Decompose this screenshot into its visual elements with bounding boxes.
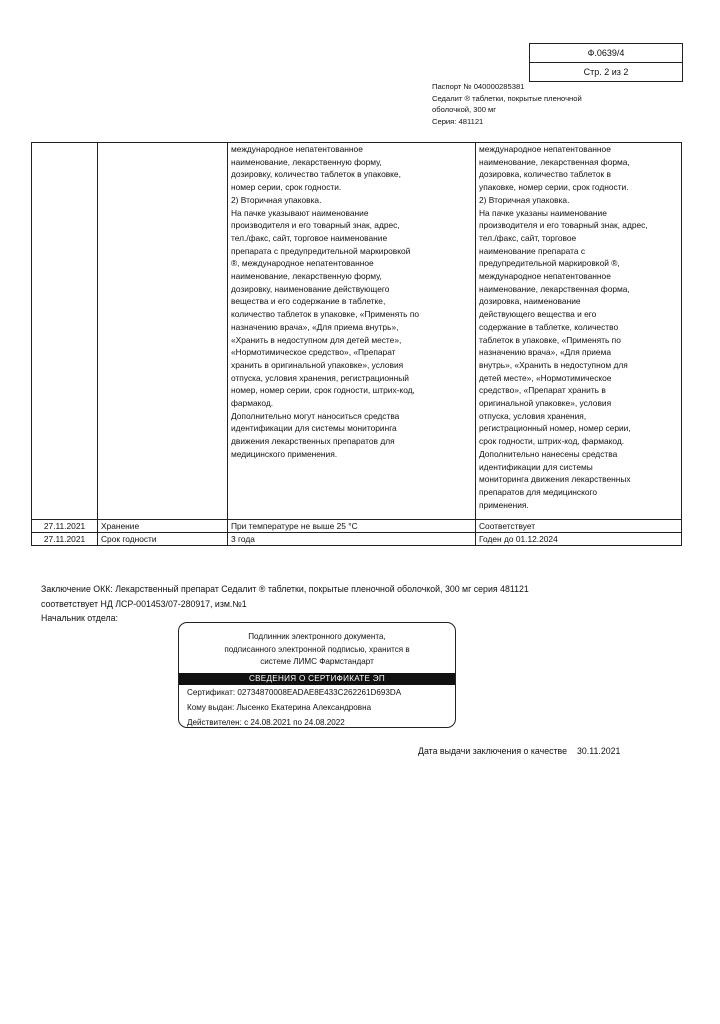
result-text-line: регистрационный номер, номер серии, (479, 423, 631, 434)
result-text-line: срок годности, штрих-код, фармакод. (479, 436, 625, 447)
date-cell: 27.11.2021 (32, 520, 98, 533)
result-text-line: средство», «Препарат хранить в (479, 385, 606, 396)
result-text-line: наименование препарата с (479, 245, 586, 256)
conclusion-line-2: соответствует НД ЛСР-001453/07-280917, изм.№1 (41, 598, 247, 609)
stamp-line-1: Подлинник электронного документа, (248, 632, 386, 641)
requirement-cell (228, 143, 476, 520)
table-row (32, 520, 682, 533)
requirement-text-line: номер, номер серии, срок годности, штрих-код, (231, 385, 415, 396)
result-text-line: международное непатентованное (479, 271, 611, 282)
certificate-owner: Кому выдан: Лысенко Екатерина Александровна (187, 702, 372, 712)
passport-number: Паспорт № 040000285381 (432, 82, 525, 91)
requirement-text-line: отпуска, условия хранения, регистрационный (231, 372, 409, 383)
requirement-text-line: вещества и его содержание в таблетке, (231, 296, 386, 307)
requirement-text-line: На пачке указывают наименование (231, 207, 369, 218)
requirement-text-line: наименование, лекарственную форму, (231, 156, 382, 167)
requirement-text-line: «Хранить в недоступном для детей месте», (231, 334, 402, 345)
requirement-cell: При температуре не выше 25 °С (228, 520, 476, 533)
page-number: Стр. 2 из 2 (530, 62, 682, 81)
result-text-line: международное непатентованное (479, 144, 611, 154)
product-name-line-2: оболочкой, 300 мг (432, 105, 497, 115)
requirement-text-line: дозировку, наименование действующего (231, 283, 390, 294)
requirement-text-line: назначению врача», «Для приема внутрь», (231, 321, 399, 332)
result-text-line: производителя и его товарный знак, адрес, (479, 220, 648, 231)
requirement-text-line: тел./факс, сайт, торговое наименование (231, 232, 388, 243)
result-cell (476, 143, 682, 520)
result-text-line: На пачке указаны наименование (479, 207, 607, 218)
form-code-box (529, 43, 683, 82)
requirement-cell: 3 года (228, 533, 476, 546)
table-row (32, 533, 682, 546)
parameter-cell (98, 143, 228, 520)
result-text-line: содержание в таблетке, количество (479, 321, 619, 332)
form-code: Ф.0639/4 (587, 48, 625, 58)
result-text-line: тел./факс, сайт, торговое (479, 232, 577, 243)
result-cell: Годен до 01.12.2024 (476, 533, 682, 546)
result-text-line: оригинальной упаковке», условия (479, 398, 612, 409)
issue-date-value: 30.11.2021 (577, 746, 621, 756)
result-text-line: мониторинга движения лекарственных (479, 474, 631, 485)
result-text-line: препаратов для медицинского (479, 486, 598, 497)
passport-header (432, 81, 632, 128)
product-name-line-1: Седалит ® таблетки, покрытые пленочной (432, 93, 582, 103)
stamp-line-3: системе ЛИМС Фармстандарт (260, 657, 374, 666)
result-text-line: упаковке, номер серии, срок годности. (479, 182, 629, 193)
parameter-cell: Хранение (98, 520, 228, 533)
date-cell: 27.11.2021 (32, 533, 98, 546)
result-text-line: детей месте», «Нормотимическое (479, 372, 612, 383)
result-text-line: применения. (479, 499, 529, 510)
result-cell: Соответствует (476, 520, 682, 533)
requirement-text-line: хранить в оригинальной упаковке», условия (231, 359, 404, 370)
result-text-line: действующего вещества и его (479, 309, 597, 320)
result-text-line: 2) Вторичная упаковка. (479, 194, 570, 205)
table-row (32, 143, 682, 520)
certificate-number: Сертификат: 02734870008EADAE8E433C262261D693DA (187, 687, 402, 697)
requirement-text-line: наименование, лекарственную форму, (231, 271, 382, 282)
requirement-text-line: движения лекарственных препаратов для (231, 436, 395, 447)
conclusion-line-1: Заключение ОКК: Лекарственный препарат Седалит ® таблетки, покрытые пленочной оболочкой, 300 мг серия 481121 (41, 584, 529, 594)
result-text-line: предупредительной маркировкой ®, (479, 258, 620, 269)
conclusion (41, 582, 691, 626)
requirement-text-line: международное непатентованное (231, 144, 363, 154)
series-number: Серия: 481121 (432, 117, 484, 127)
result-text-line: Дополнительно нанесены средства (479, 448, 618, 459)
electronic-signature-stamp (178, 622, 456, 728)
date-cell (32, 143, 98, 520)
issue-date-label: Дата выдачи заключения о качестве (418, 746, 568, 756)
result-text-line: отпуска, условия хранения, (479, 410, 587, 421)
certificate-validity: Действителен: с 24.08.2021 по 24.08.2022 (187, 717, 345, 727)
issue-date-line (418, 746, 620, 756)
requirement-text-line: идентификации для системы мониторинга (231, 423, 397, 434)
department-head-label: Начальник отдела: (41, 613, 118, 623)
requirement-text-line: фармакод. (231, 398, 274, 409)
stamp-line-2: подписанного электронной подписью, хранится в (224, 644, 410, 654)
requirement-text-line: медицинского применения. (231, 448, 338, 459)
requirement-text-line: номер серии, срок годности. (231, 182, 342, 193)
result-text-line: внутрь», «Хранить в недоступном для (479, 359, 628, 370)
requirement-text-line: препарата с предупредительной маркировкой (231, 245, 411, 256)
result-text-line: назначению врача», «Для приема (479, 347, 611, 358)
requirement-text-line: 2) Вторичная упаковка. (231, 194, 322, 205)
result-text-line: дозировка, наименование (479, 296, 581, 307)
quality-table (31, 142, 682, 546)
requirement-text-line: «Нормотимическое средство», «Препарат (231, 347, 396, 358)
requirement-text-line: количество таблеток в упаковке, «Применять по (231, 309, 420, 320)
requirement-text-line: производителя и его товарный знак, адрес, (231, 220, 400, 231)
result-text-line: наименование, лекарственная форма, (479, 283, 630, 294)
result-text-line: таблеток в упаковке, «Применять по (479, 334, 621, 345)
parameter-cell: Срок годности (98, 533, 228, 546)
result-text-line: идентификации для системы (479, 461, 593, 472)
result-text-line: дозировка, количество таблеток в (479, 169, 611, 180)
requirement-text-line: дозировку, количество таблеток в упаковке, (231, 169, 401, 180)
result-text-line: наименование, лекарственная форма, (479, 156, 630, 167)
requirement-text-line: Дополнительно могут наноситься средства (231, 410, 400, 421)
certificate-banner: СВЕДЕНИЯ О СЕРТИФИКАТЕ ЭП (179, 673, 455, 685)
requirement-text-line: ®, международное непатентованное (231, 258, 374, 269)
